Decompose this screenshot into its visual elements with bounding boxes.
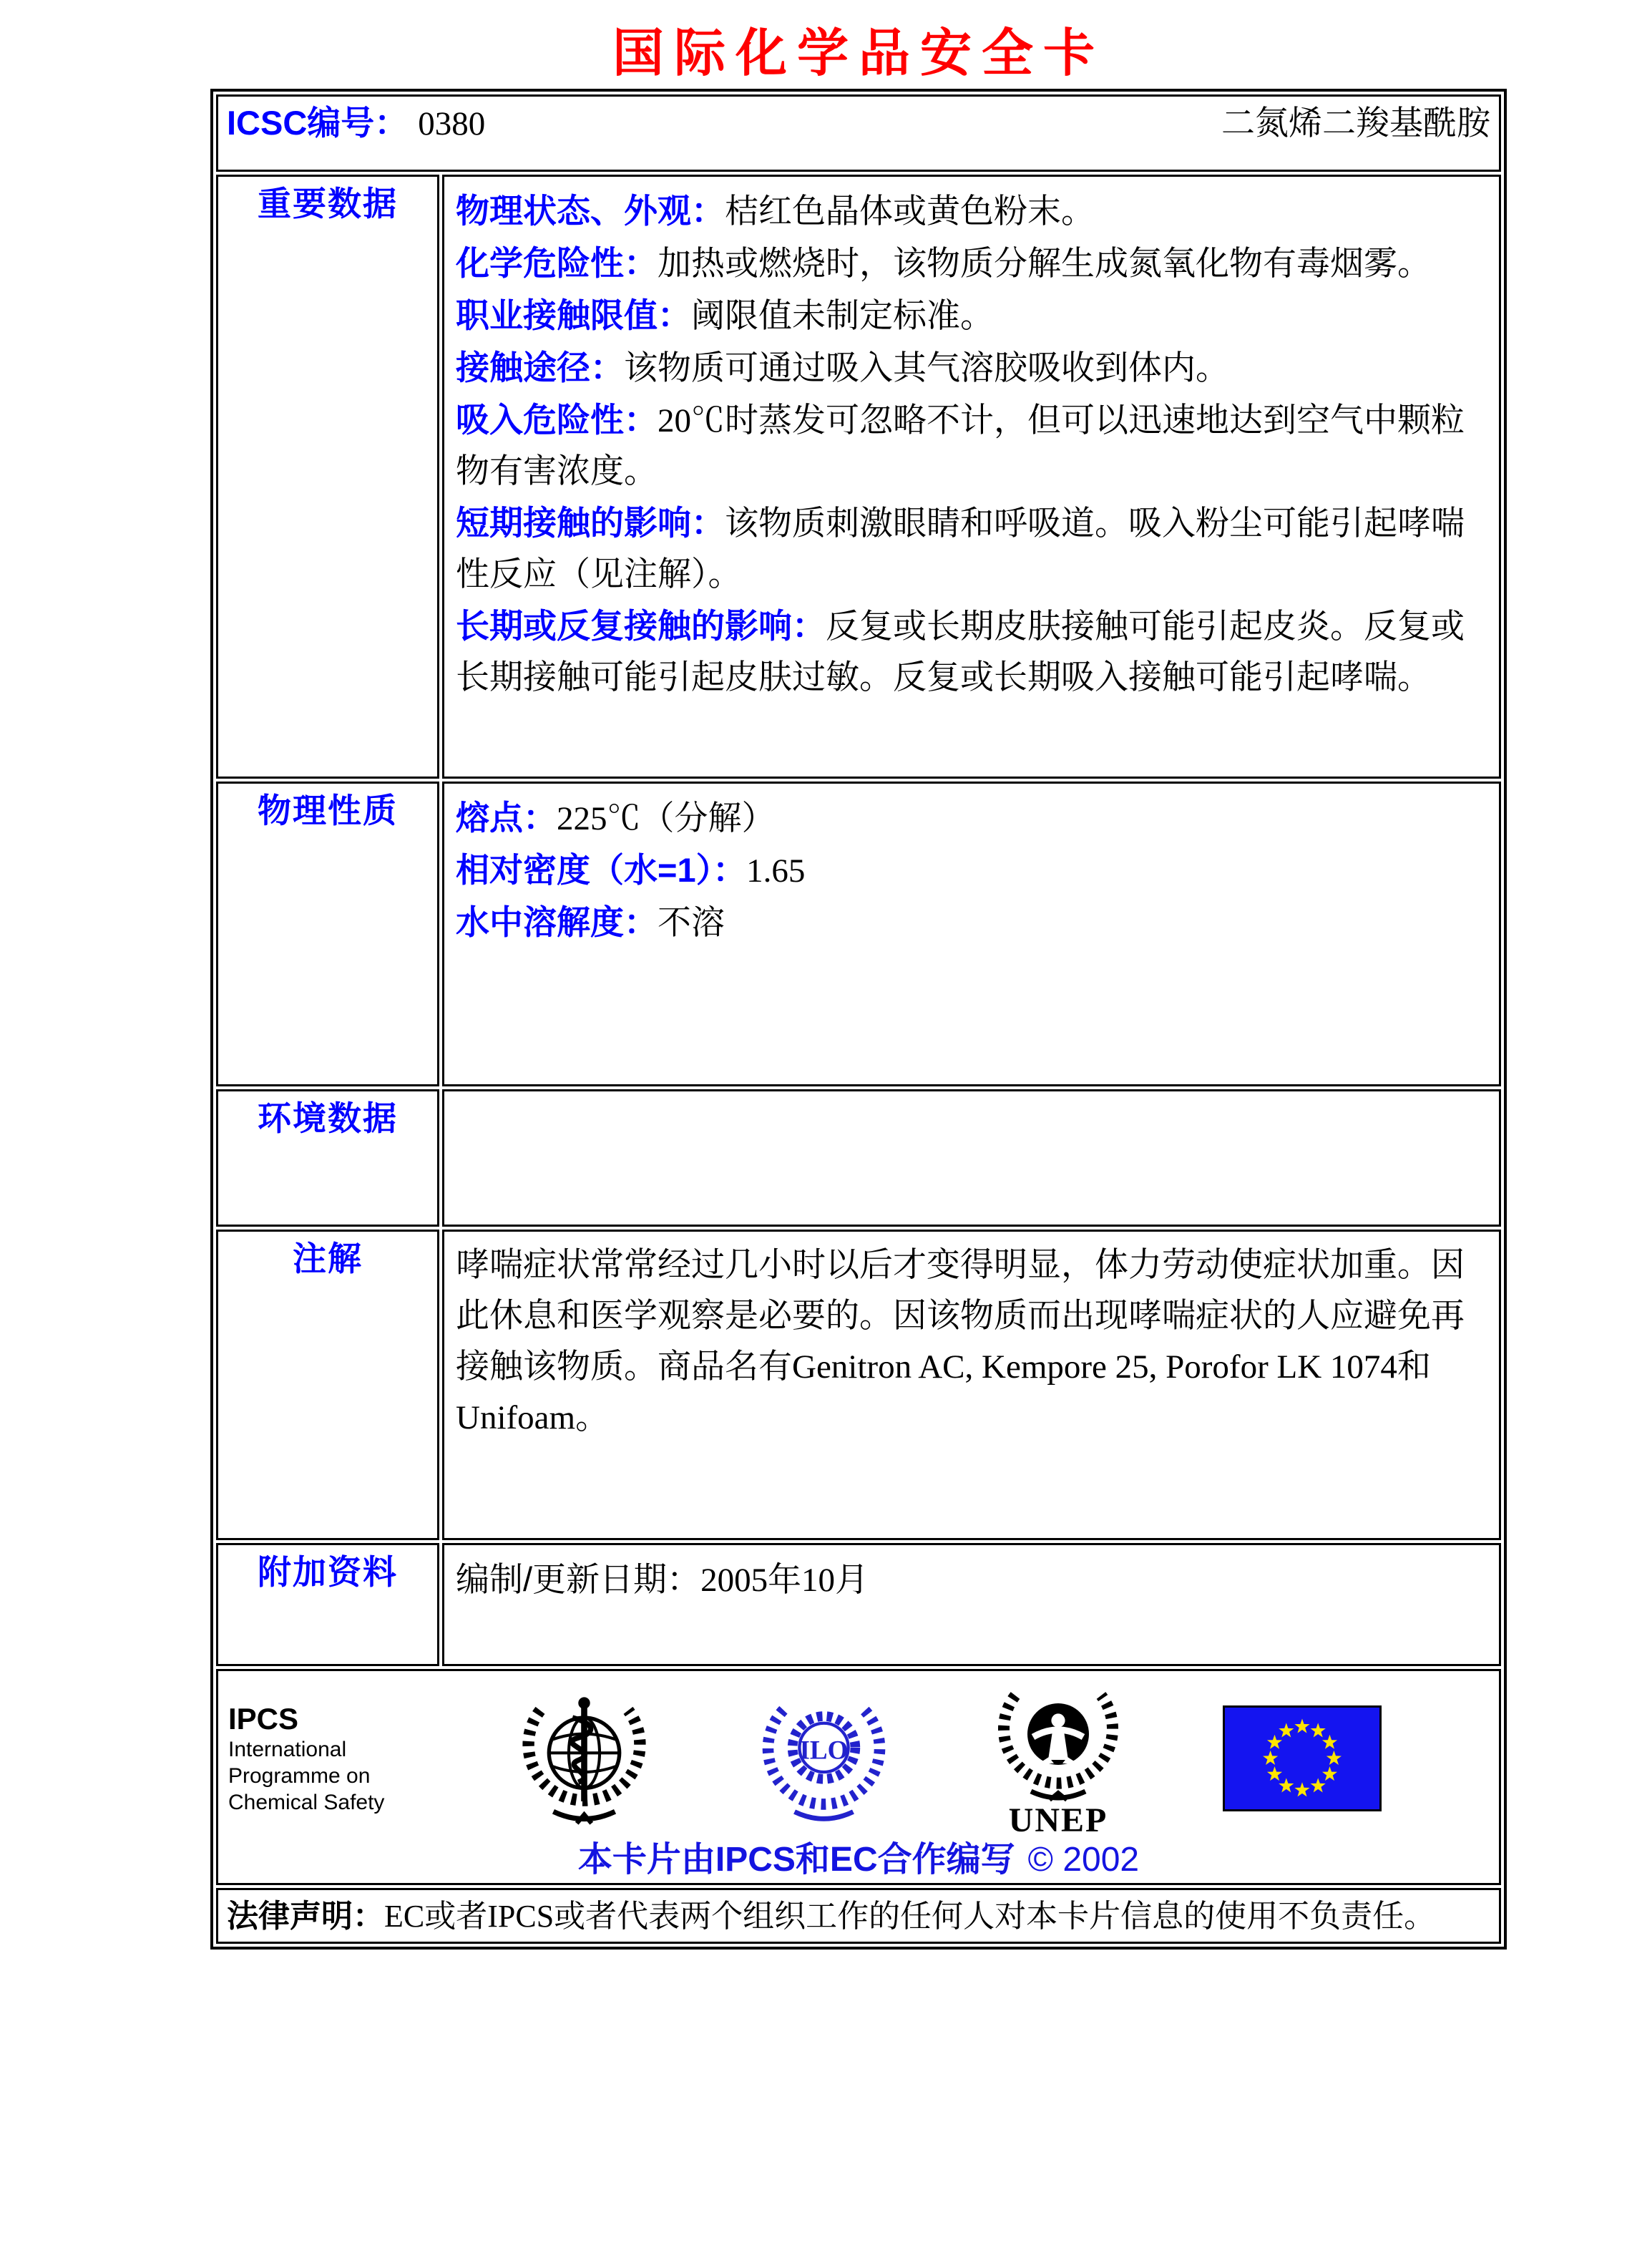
footer-caption [228,1840,1489,1880]
eu-flag-icon [1223,1705,1382,1811]
chemical-name: 二氮烯二羧基酰胺 [1221,105,1490,142]
entry-occupational-limit: 职业接触限值：阈限值未制定标准。 [456,296,994,335]
section-title-physical-properties: 物理性质 [216,782,439,1086]
section-title-environmental-data: 环境数据 [216,1089,439,1227]
notes-row [216,1230,1501,1540]
unep-logo-icon [987,1677,1130,1840]
important-data-content [442,175,1501,779]
legal-row [216,1888,1501,1944]
page-title: 国际化学品安全卡 [612,25,1105,82]
svg-text:UNEP: UNEP [1008,1801,1108,1839]
notes-content [442,1230,1501,1540]
icsc-card-table [210,89,1507,1950]
icsc-number-label: ICSC编号： [227,104,409,142]
copyright-text: © 2002 [1027,1841,1140,1879]
ipcs-acronym: IPCS [228,1701,299,1736]
entry-chemical-danger: 化学危险性：加热或燃烧时，该物质分解生成氮氧化物有毒烟雾。 [456,244,1431,283]
entry-update-date: 编制/更新日期：2005年10月 [456,1560,869,1599]
physical-properties-content [442,782,1501,1086]
environmental-data-row [216,1089,1501,1227]
entry-relative-density: 相对密度（水=1）：1.65 [456,851,806,890]
section-title-additional-info: 附加资料 [216,1543,439,1666]
icsc-number-group [227,97,485,145]
environmental-data-content [442,1089,1501,1227]
ipcs-text-block: IPCS International Programme on Chemical Safety [228,1702,414,1816]
header-row [216,94,1501,172]
entry-long-term-effects: 长期或反复接触的影响：反复或长期皮肤接触可能引起皮炎。反复或长期接触可能引起皮肤过敏。反复或长期吸入接触可能引起哮喘。 [456,607,1465,696]
legal-text: EC或者IPCS或者代表两个组织工作的任何人对本卡片信息的使用不负责任。 [384,1899,1436,1934]
entry-short-term-effects: 短期接触的影响：该物质刺激眼睛和呼吸道。吸入粉尘可能引起哮喘性反应（见注解）。 [456,504,1465,593]
svg-text:ILO: ILO [799,1736,849,1765]
organizations-row [216,1669,1501,1885]
section-title-notes: 注解 [216,1230,439,1540]
entry-inhalation-risk: 吸入危险性：20℃时蒸发可忽略不计，但可以迅速地达到空气中颗粒物有害浓度。 [456,401,1465,490]
section-title-important-data: 重要数据 [216,175,439,779]
additional-info-row [216,1543,1501,1666]
entry-physical-state: 物理状态、外观：桔红色晶体或黄色粉末。 [456,192,1095,230]
entry-water-solubility: 水中溶解度：不溶 [456,903,725,942]
cooperation-caption: 本卡片由IPCS和EC合作编写 [577,1841,1015,1879]
additional-info-content [442,1543,1501,1666]
physical-properties-row [216,782,1501,1086]
icsc-number-value: 0380 [418,105,486,142]
important-data-row [216,175,1501,779]
entry-melting-point: 熔点：225℃（分解） [456,799,776,837]
legal-label: 法律声明： [227,1899,384,1934]
entry-exposure-route: 接触途径：该物质可通过吸入其气溶胶吸收到体内。 [456,349,1229,387]
notes-paragraph: 哮喘症状常常经过几小时以后才变得明显，体力劳动使症状加重。因此休息和医学观察是必要的。因该物质而出现哮喘症状的人应避免再接触该物质。商品名有Genitron AC, Kempore 25, Porofor LK 1074和Unifoam。 [456,1247,1465,1436]
ilo-logo-icon [754,1685,894,1832]
who-logo-icon [507,1685,661,1832]
